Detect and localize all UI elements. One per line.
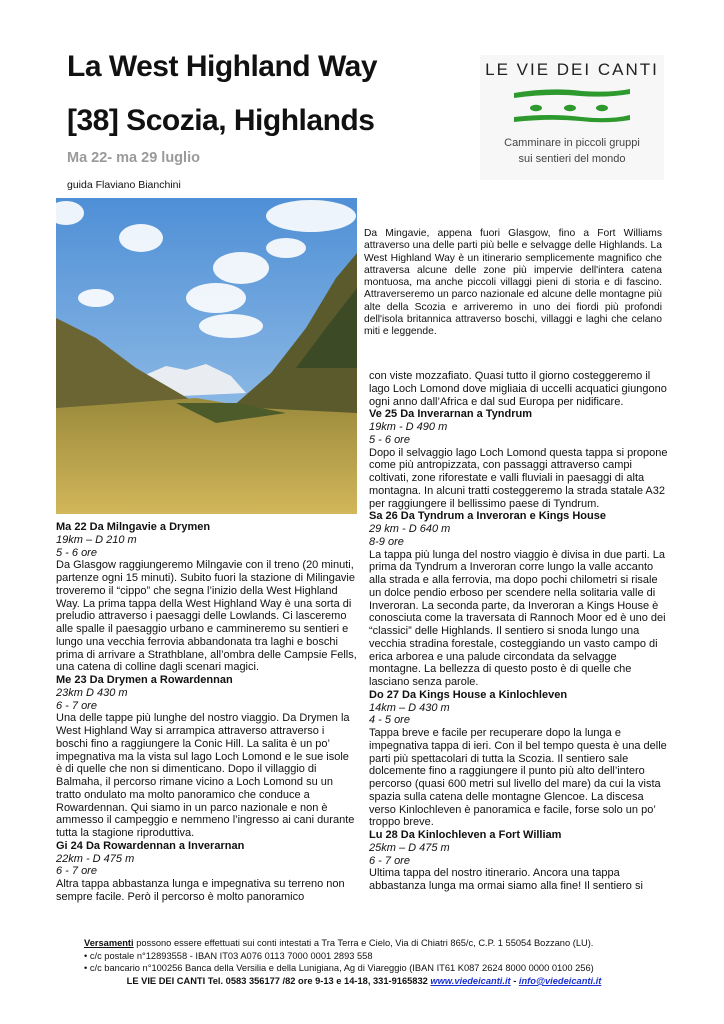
payment-footer (84, 937, 684, 987)
day-description-continued: con viste mozzafiato. Quasi tutto il giorno costeggeremo il lago Loch Lomond dove migliaia di uccelli acquatici giungono ogni anno dall’Africa e dal sud Europa per nidificare. (369, 370, 667, 408)
bullet-icon: • (84, 963, 90, 974)
bank-account-text: c/c bancario n°100256 Banca della Versilia e della Lunigiana, Ag di Viareggio (IBAN IT61 K087 2624 8000 0000 0100 256) (89, 963, 594, 974)
day-stats: 14km – D 430 m (369, 701, 450, 714)
day-title: Sa 26 Da Tyndrum a Inveroran e Kings House (369, 510, 606, 523)
logo-name: LE VIE DEI CANTI (485, 60, 659, 79)
document-subtitle: [38] Scozia, Highlands (67, 104, 375, 137)
day-time: 5 - 6 ore (56, 546, 97, 559)
intro-text: Da Mingavie, appena fuori Glasgow, fino a Fort Williams attraverso una delle parti più belle e selvagge delle Highlands. La West Highland Way è un itinerario semplicemente magnifico che attraversa alcune delle zone più impervie dell'intera catena montuosa, ma anche piccoli villaggi pieni di storia e di fascino. Attraverseremo un parco nazionale ed alcune delle montagne più alte della Scozia e arriveremo in uno dei fiordi più profondi dell'isola britannica attraverso boschi, villaggi e laghi che celano miti e leggende. (364, 228, 662, 338)
day-title: Ma 22 Da Milngavie a Drymen (56, 521, 211, 533)
postal-account-text: c/c postale n°12893558 - IBAN IT03 A076 0113 7000 0001 2893 558 (89, 950, 373, 961)
day-stats: 22km - D 475 m (56, 852, 135, 865)
bullet-icon: • (84, 950, 90, 961)
day-stats: 23km D 430 m (56, 686, 128, 699)
day-stats: 19km - D 490 m (369, 421, 448, 433)
day-stats: 29 km - D 640 m (369, 523, 451, 535)
day-description: Dopo il selvaggio lago Loch Lomond questa tappa si propone come più antropizzata, con passaggi attraverso campi coltivati, zone riforestate e valli fluviali in paesaggi di alta montagna. In alcuni tratti costeggeremo la strada statale A32 per raggiungere il bellissimo paese di Tyndrum. (369, 446, 668, 510)
day-description: Da Glasgow raggiungeremo Milngavie con il treno (20 minuti, partenze ogni 15 minuti). Subito fuori la stazione di Milingavie troveremo il “cippo” che segna l’inizio della West Highland Way. La prima tappa della West Highland Way è una sorta di preludio attraverso i paesaggi delle Lowlands. Ci lasceremo alle spalle il paesaggio urbano e cammineremo su sentieri e lungo una vecchia ferrovia abbandonata tra laghi e boschi prima di arrivare a Strathblane, all’ombra delle Campsie Fells, una catena di colline dagli scenari magici. (56, 559, 357, 674)
logo-mark-icon (510, 85, 634, 125)
logo-tagline-2: sui sentieri del mondo (518, 153, 626, 165)
day-description: Ultima tappa del nostro itinerario. Ancora una tappa abbastanza lunga ma ormai siamo alla fine! Il sentiero si (369, 867, 643, 892)
day-description: La tappa più lunga del nostro viaggio è divisa in due parti. La prima da Tyndrum a Inveroran corre lungo la valle accanto alla strada e alla ferrovia, ma dopo pochi chilometri si risale un dolce pendio erboso per scendere nella solitaria valle di Inveroran. La seconda parte, da Inveroran a Kings House è conosciuta come la traversata di Rannoch Moor ed è uno dei “classici” delle Highlands. Il sentiero si snoda lungo una vecchia stradina forestale, costeggiando un vasto campo di erica arborea e una palude circondata da selvagge montagne. La bellezza di questo posto è di quelle che lasciano senza parole. (369, 548, 666, 688)
day-title: Gi 24 Da Rowardennan a Inverarnan (56, 839, 245, 852)
itinerary-right-column (369, 370, 669, 893)
guide-name: guida Flaviano Bianchini (67, 179, 181, 191)
company-logo (480, 55, 664, 180)
day-time: 4 - 5 ore (369, 714, 410, 727)
website-link[interactable]: www.viedeicanti.it (430, 975, 511, 986)
separator: - (510, 975, 519, 986)
day-title: Lu 28 Da Kinlochleven a Fort William (369, 829, 562, 841)
itinerary-left-column (56, 521, 358, 904)
contacts-text: LE VIE DEI CANTI Tel. 0583 356177 /82 ore 9-13 e 14-18, 331-9165832 (126, 975, 431, 986)
day-description: Altra tappa abbastanza lunga e impegnativa su terreno non sempre facile. Però il percorso è molto panoramico (56, 878, 345, 903)
day-time: 6 - 7 ore (56, 699, 97, 712)
day-time: 8-9 ore (369, 535, 404, 548)
email-link[interactable]: info@viedeicanti.it (518, 975, 602, 986)
day-title: Me 23 Da Drymen a Rowardennan (56, 674, 233, 686)
mountain-valley-photo (56, 198, 357, 514)
day-title: Ve 25 Da Inverarnan a Tyndrum (369, 408, 533, 421)
payments-label: Versamenti (84, 938, 134, 948)
day-description: Tappa breve e facile per recuperare dopo la lunga e impegnativa tappa di ieri. Con il bel tempo questa è una delle parti più spettacolari di tutta la Scozia. Il sentiero sale dolcemente fino a raggiungere il punto più alto dell’intero percorso (quasi 600 metri sul livello del mare) da cui la vista spazia sulla catena delle montagne Glencoe. La discesa verso Kinlochleven è panoramica e facile, forse solo un po’ troppo breve. (369, 727, 667, 829)
logo-tagline-1: Camminare in piccoli gruppi (504, 137, 640, 149)
contacts-line (84, 975, 644, 988)
trip-dates: Ma 22- ma 29 luglio (67, 150, 200, 166)
document-title: La West Highland Way (67, 50, 378, 83)
day-description: Una delle tappe più lunghe del nostro viaggio. Da Drymen la West Highland Way si arrampica attraverso attraverso i boschi fino a raggiungere la Conic Hill. La salita è un po’ impegnativa ma la vista sul lago Loch Lomond e le sue isole è di quelle che non si dimenticano. Dopo il villaggio di Balmaha, il percorso rimane vicino a Loch Lomond su un tratto ondulato ma molto panoramico che conduce a Rowardennan. Qui siamo in un parco nazionale e non è ammesso il campeggio e nemmeno l’ingresso ai cani durante tutta la stagione riproduttiva. (56, 712, 355, 839)
bank-account (84, 962, 684, 975)
day-stats: 25km – D 475 m (369, 841, 450, 854)
day-time: 6 - 7 ore (369, 854, 410, 867)
day-time: 6 - 7 ore (56, 865, 97, 878)
day-time: 5 - 6 ore (369, 433, 410, 446)
postal-account (84, 950, 684, 963)
payments-text: possono essere effettuati sui conti intestati a Tra Terra e Cielo, Via di Chiatri 865/c, C.P. 1 55054 Bozzano (LU). (133, 938, 594, 948)
day-stats: 19km – D 210 m (56, 533, 137, 546)
day-title: Do 27 Da Kings House a Kinlochleven (369, 688, 568, 701)
payments-line (84, 937, 684, 950)
